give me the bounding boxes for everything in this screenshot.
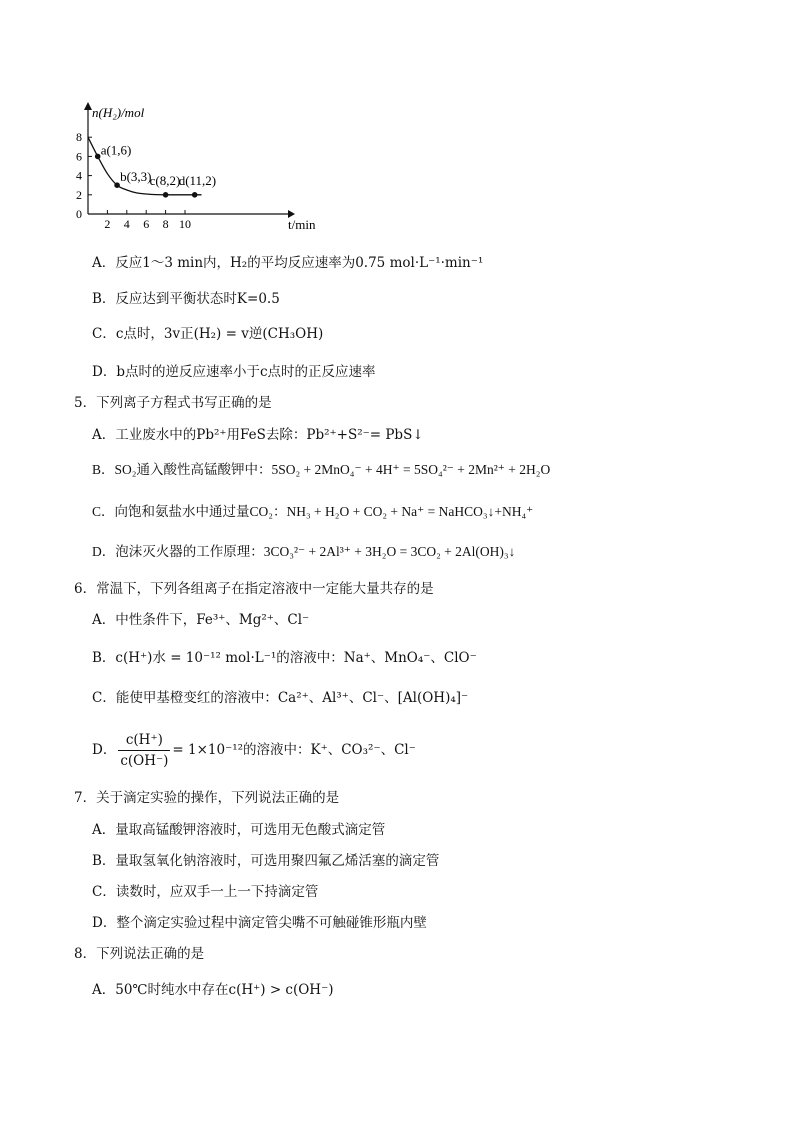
- q5-option-a: A．工业废水中的Pb²⁺用FeS去除：Pb²⁺+S²⁻= PbS↓: [92, 427, 424, 443]
- q4-option-d: D．b点时的逆反应速率小于c点时的正反应速率: [92, 364, 376, 380]
- q6-stem: 6．常温下，下列各组离子在指定溶液中一定能大量共存的是: [74, 581, 434, 597]
- y-tick-label: 2: [76, 187, 82, 202]
- y-tick-label: 8: [76, 130, 82, 145]
- q5-option-b: B．SO₂通入酸性高锰酸钾中：5SO₂ + 2MnO₄⁻ + 4H⁺ = 5SO₄²⁻ + 2Mn²⁺ + 2H₂O: [92, 462, 551, 477]
- q6-option-b: B．c(H⁺)水 = 10⁻¹² mol·L⁻¹的溶液中：Na⁺、MnO₄⁻、ClO⁻: [92, 650, 477, 666]
- y-tick-label: 6: [76, 149, 82, 164]
- q4-option-a: A．反应1～3 min内，H₂的平均反应速率为0.75 mol·L⁻¹·min⁻¹: [92, 255, 484, 271]
- point-label: b(3,3): [120, 169, 152, 185]
- q5-option-c: C．向饱和氨盐水中通过量CO₂：NH₃ + H₂O + CO₂ + Na⁺ = NaHCO₃↓+NH₄⁺: [92, 504, 534, 519]
- data-point: [192, 192, 198, 198]
- x-axis-label: t/min: [288, 217, 316, 232]
- data-point: [163, 192, 169, 198]
- q8-option-a: A．50℃时纯水中存在c(H⁺) > c(OH⁻): [92, 982, 334, 998]
- q5-stem: 5．下列离子方程式书写正确的是: [74, 395, 272, 411]
- q8-stem: 8．下列说法正确的是: [74, 946, 205, 962]
- ratio-fraction: [118, 732, 170, 769]
- q7-option-a: A．量取高锰酸钾溶液时，可选用无色酸式滴定管: [92, 822, 386, 838]
- q6-d-prefix: D．: [92, 742, 117, 759]
- q4-option-b: B．反应达到平衡状态时K=0.5: [92, 291, 280, 307]
- y-axis-arrow: [84, 102, 92, 110]
- x-tick-label: 8: [162, 217, 169, 231]
- q6-option-c: C．能使甲基橙变红的溶液中：Ca²⁺、Al³⁺、Cl⁻、[Al(OH)₄]⁻: [92, 690, 469, 706]
- x-tick-label: 2: [104, 217, 111, 231]
- y-axis-label: n(H₂)/mol: [92, 105, 145, 120]
- x-tick-label: 10: [179, 217, 191, 231]
- data-point: [95, 154, 101, 160]
- x-tick-label: 4: [123, 217, 130, 231]
- x-tick-label: 6: [143, 217, 150, 231]
- q6-option-d: [92, 732, 416, 769]
- data-point: [114, 182, 120, 188]
- h2-amount-chart: [60, 98, 316, 233]
- fraction-denominator: c(OH⁻): [120, 753, 169, 770]
- q7-stem: 7．关于滴定实验的操作，下列说法正确的是: [74, 790, 340, 806]
- q6-option-a: A．中性条件下，Fe³⁺、Mg²⁺、Cl⁻: [92, 612, 310, 628]
- y-tick-label: 4: [76, 168, 82, 183]
- q6-d-rest: = 1×10⁻¹²的溶液中：K⁺、CO₃²⁻、Cl⁻: [172, 742, 416, 759]
- q7-option-b: B．量取氢氧化钠溶液时，可选用聚四氟乙烯活塞的滴定管: [92, 853, 440, 869]
- point-label: d(11,2): [178, 172, 217, 188]
- q5-option-d: D．泡沫灭火器的工作原理：3CO₃²⁻ + 2Al³⁺ + 3H₂O = 3CO₂ + 2Al(OH)₃↓: [92, 544, 516, 559]
- y-tick-label: 0: [76, 207, 82, 221]
- fraction-numerator: c(H⁺): [118, 732, 170, 751]
- q7-option-d: D．整个滴定实验过程中滴定管尖嘴不可触碰锥形瓶内壁: [92, 915, 427, 931]
- point-label: c(8,2): [149, 172, 181, 188]
- q4-option-c: C．c点时，3v正(H₂) = v逆(CH₃OH): [92, 326, 324, 342]
- q7-option-c: C．读数时，应双手一上一下持滴定管: [92, 884, 319, 900]
- point-label: a(1,6): [100, 142, 132, 158]
